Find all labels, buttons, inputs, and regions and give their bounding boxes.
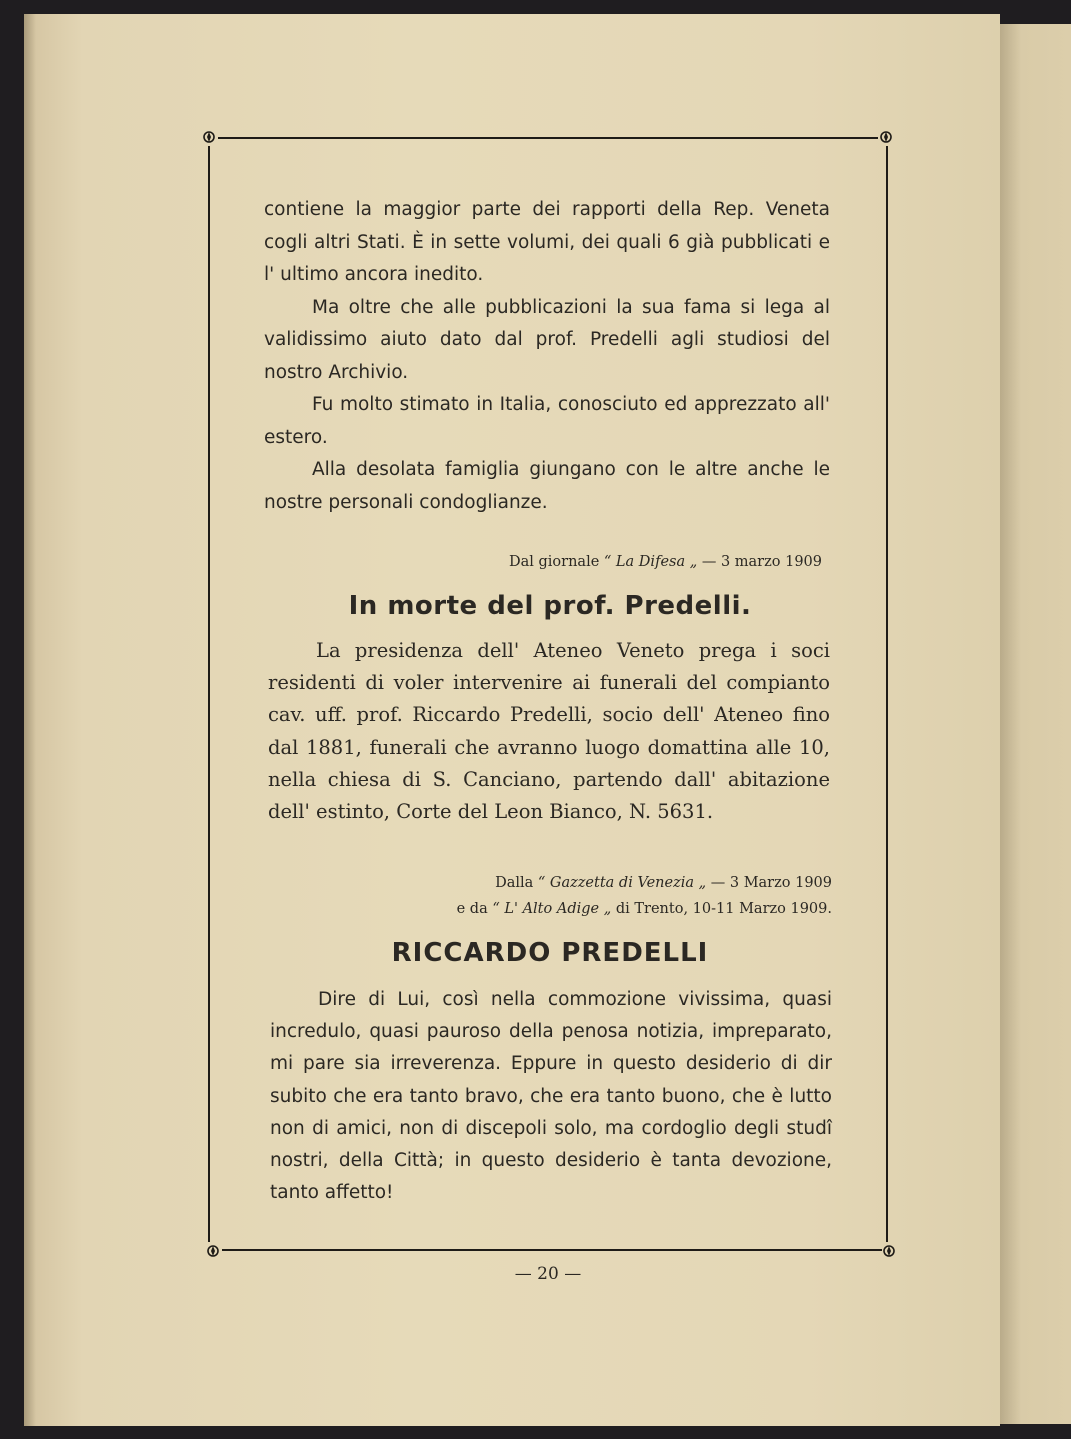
page-number: — 20 — bbox=[514, 1264, 582, 1284]
article-body-1 bbox=[268, 635, 830, 828]
paragraph: Alla desolata famiglia giungano con le altre anche le nostre personali condoglianze. bbox=[264, 459, 830, 513]
paragraph: contiene la maggior parte dei rapporti della Rep. Veneta cogli altri Stati. È in sette volumi, dei quali 6 già pubblicati e l' ultimo ancora inedito. bbox=[264, 199, 830, 285]
newspaper-name: “ L' Alto Adige „ bbox=[492, 901, 612, 917]
frame-bottom-rule bbox=[222, 1249, 882, 1251]
source-citation-2 bbox=[360, 870, 832, 922]
article-body-2 bbox=[270, 984, 832, 1209]
paragraph: Ma oltre che alle pubblicazioni la sua fama si lega al validissimo aiuto dato dal prof. Predelli agli studiosi del nostro Archivio. bbox=[264, 296, 830, 383]
source-date: di Trento, 10-11 Marzo 1909. bbox=[615, 901, 832, 917]
corner-ornament-icon bbox=[879, 130, 893, 144]
source-citation-1 bbox=[380, 549, 822, 575]
continuation-text bbox=[264, 194, 830, 519]
source-line-2 bbox=[360, 896, 832, 922]
source-line-1 bbox=[360, 870, 832, 896]
source-date: — 3 marzo 1909 bbox=[701, 554, 822, 570]
corner-ornament-icon bbox=[206, 1244, 220, 1258]
source-date: — 3 Marzo 1909 bbox=[710, 875, 832, 891]
frame-top-rule bbox=[218, 137, 878, 139]
frame-right-rule bbox=[886, 146, 888, 1242]
paragraph: Dire di Lui, così nella commozione vivissima, quasi incredulo, quasi pauroso della penosa notizia, impreparato, mi pare sia irreverenza. Eppure in questo desiderio di dir subito che era tanto bravo, che era tanto buono, che è lutto non di amici, non di discepoli solo, ma cordoglio degli studî nostri, della Città; in questo desiderio è tanta devozione, tanto affetto! bbox=[270, 989, 832, 1204]
corner-ornament-icon bbox=[202, 130, 216, 144]
frame-left-rule bbox=[208, 146, 210, 1242]
source-prefix: e da bbox=[456, 901, 488, 917]
newspaper-name: “ La Difesa „ bbox=[603, 554, 698, 570]
gutter-shadow bbox=[24, 14, 36, 1426]
article-heading-2: RICCARDO PREDELLI bbox=[391, 938, 709, 968]
source-prefix: Dalla bbox=[495, 875, 534, 891]
source-prefix: Dal giornale bbox=[508, 554, 600, 570]
paragraph: La presidenza dell' Ateneo Veneto prega i soci residenti di voler intervenire ai funerali del compianto cav. uff. prof. Riccardo Predelli, socio dell' Ateneo fino dal 1881, funerali che avranno luogo domattina alle 10, nella chiesa di S. Canciano, partendo dall' abitazione dell' estinto, Corte del Leon Bianco, N. 5631. bbox=[268, 639, 830, 824]
newspaper-name: “ Gazzetta di Venezia „ bbox=[537, 875, 707, 891]
paragraph: Fu molto stimato in Italia, conosciuto ed apprezzato all' estero. bbox=[264, 394, 830, 448]
adjacent-page-edge bbox=[1000, 24, 1071, 1424]
article-heading-1: In morte del prof. Predelli. bbox=[348, 591, 752, 621]
corner-ornament-icon bbox=[882, 1244, 896, 1258]
